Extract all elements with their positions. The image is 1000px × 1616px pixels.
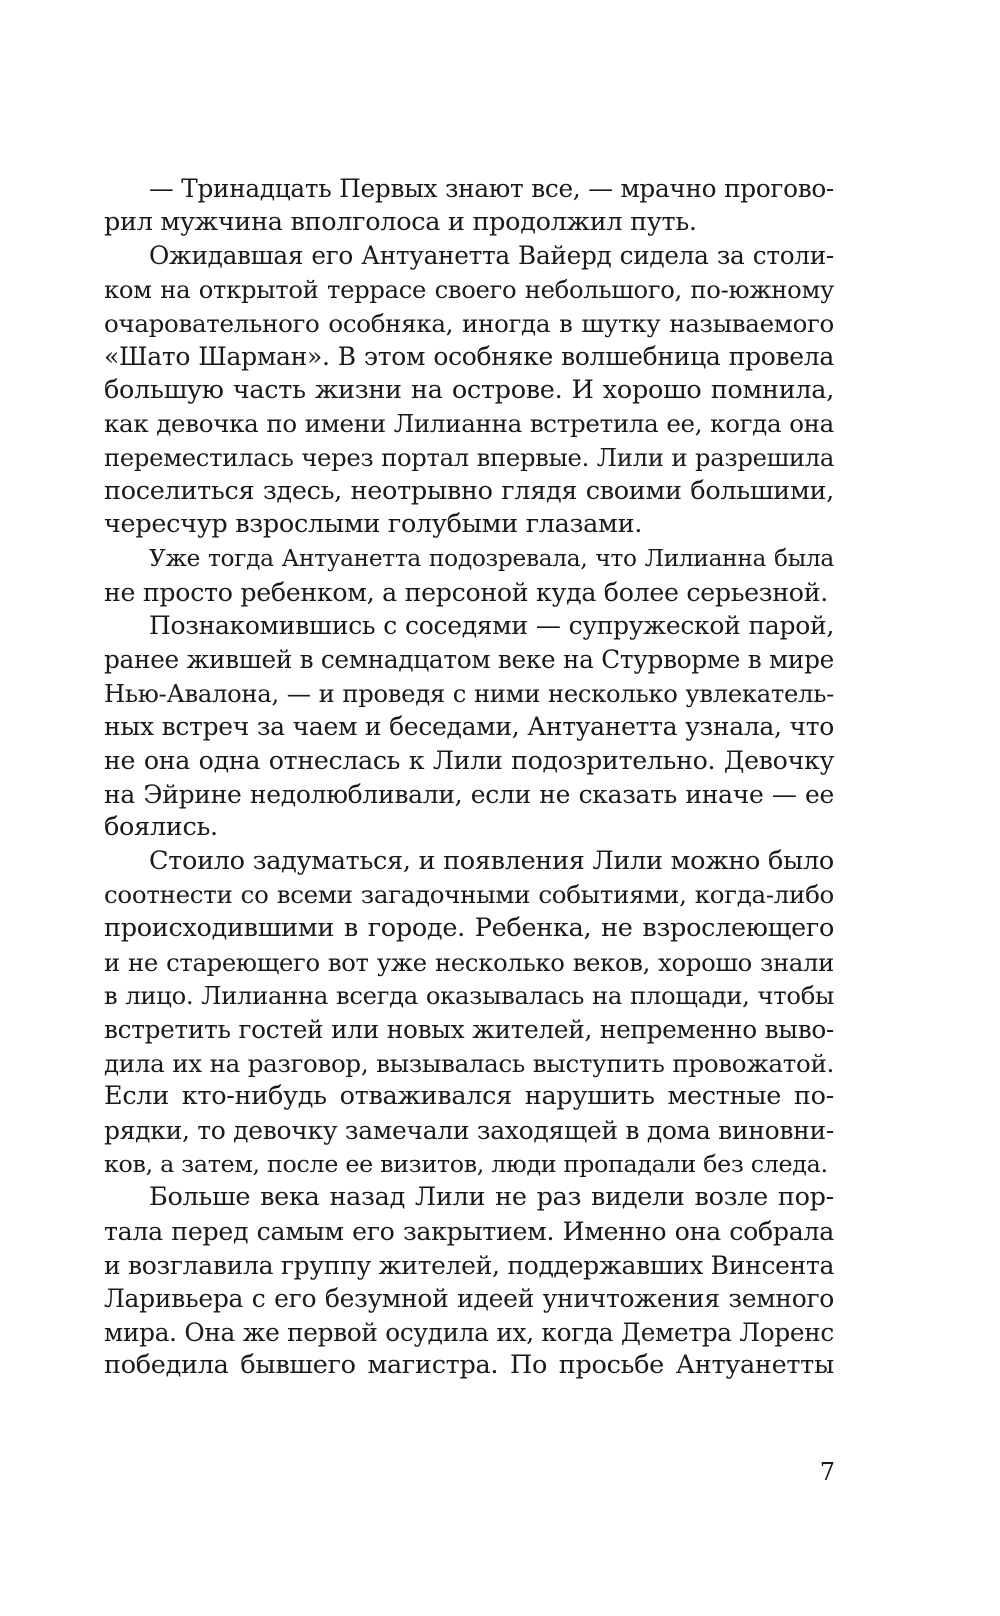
text-line: Ожидавшая его Антуанетта Вайерд сидела за столи-: [149, 241, 834, 271]
text-line: большую часть жизни на острове. И хорошо помнила,: [104, 374, 834, 405]
text-line: рядки, то девочку замечали заходящей в дома виновни-: [104, 1115, 834, 1145]
text-line: Если кто-нибудь отваживался нарушить местные по-: [104, 1081, 834, 1112]
text-line: и возглавила группу жителей, поддержавших Винсента: [104, 1250, 835, 1280]
text-line: тала перед самым его закрытием. Именно она собрала: [104, 1216, 834, 1246]
text-line: ных встреч за чаем и беседами, Антуанетта узнала, что: [104, 712, 834, 742]
text-line: не просто ребенком, а персоной куда более серьезной.: [104, 577, 828, 607]
text-line: ков, а затем, после ее визитов, люди пропадали без следа.: [104, 1149, 828, 1178]
text-line: дила их на разговор, вызывалась выступить провожатой.: [104, 1048, 834, 1078]
text-line: как девочка по имени Лилианна встретила ее, когда она: [104, 409, 834, 439]
text-line: ком на открытой террасе своего небольшого, по-южному: [104, 274, 834, 304]
text-line: чересчур взрослыми голубыми глазами.: [104, 509, 643, 540]
text-line: происходившими в городе. Ребенка, не взрослеющего: [104, 913, 834, 944]
text-line: мира. Она же первой осудила их, когда Деметра Лоренс: [104, 1317, 834, 1347]
text-line: Стоило задуматься, и появления Лили можно было: [149, 845, 834, 876]
text-line: «Шато Шарман». В этом особняке волшебница провела: [104, 342, 834, 372]
page-number: 7: [819, 1458, 835, 1486]
text-line: и не стареющего вот уже несколько веков, хорошо знали: [104, 947, 834, 977]
text-line: победила бывшего магистра. По просьбе Антуанетты: [104, 1350, 834, 1381]
text-line: поселиться здесь, неотрывно глядя своими большими,: [104, 475, 834, 506]
text-line: ранее жившей в семнадцатом веке на Стурворме в мире: [104, 644, 834, 674]
text-line: Нью-Авалона, — и проведя с ними несколько увлекатель-: [104, 678, 834, 708]
text-line: Уже тогда Антуанетта подозревала, что Лилианна была: [149, 545, 834, 573]
text-line: встретить гостей или новых жителей, непременно выво-: [104, 1015, 834, 1045]
text-line: на Эйрине недолюбливали, если не сказать иначе — ее: [104, 779, 834, 809]
text-line: Больше века назад Лили не раз видели возле пор-: [149, 1182, 834, 1213]
text-line: переместилась через портал впервые. Лили и разрешила: [104, 443, 834, 473]
text-line: боялись.: [104, 812, 218, 843]
text-line: соотнести со всеми загадочными событиями, когда-либо: [104, 880, 834, 910]
text-line: не она одна отнеслась к Лили подозрительно. Девочку: [104, 745, 834, 775]
body-text: [104, 172, 834, 1383]
text-line: Ларивьера с его безумной идеей уничтожения земного: [104, 1284, 834, 1314]
text-line: — Тринадцать Первых знают все, — мрачно прогово-: [149, 174, 834, 203]
text-line: рил мужчина вполголоса и продолжил путь.: [104, 206, 697, 237]
text-line: Познакомившись с соседями — супружеской парой,: [149, 611, 834, 641]
text-line: очаровательного особняка, иногда в шутку называемого: [104, 308, 834, 338]
text-line: в лицо. Лилианна всегда оказывалась на площади, чтобы: [104, 981, 834, 1011]
